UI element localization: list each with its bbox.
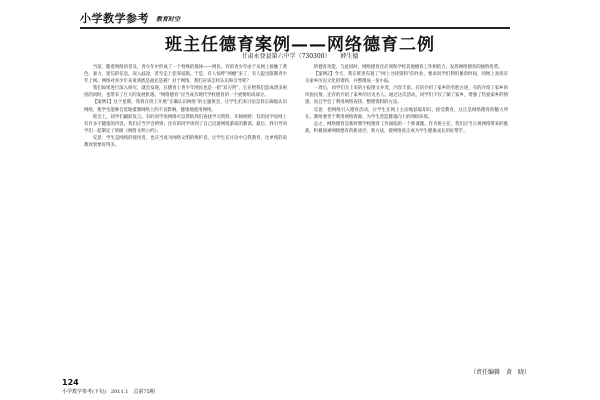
editor-note: （责任编辑 黄 晓） [470, 369, 531, 376]
paragraph: 一周后，同学们交上来的小报图文并茂，内容丰富。有的介绍了家乡的名胜古迹，有的介绍了家乡的风俗民情，还有的介绍了家乡的历史名人。通过这次活动，同学们不仅了解了家乡，增强了热爱家乡的情感，而且学会了利用网络查找、整理资料的方法。 [305, 86, 508, 106]
right-column [305, 64, 508, 366]
paragraph: 的德育功能，与此同时，网络德育还必须和学校其他德育工作相结合，发挥网络德育的独特优势。 [313, 65, 503, 70]
paragraph: 【案例2】今天，我在班里布置了“网上寻找资料”的作业，要求同学们利用课余时间，到网上查找有关家乡历史文化的资料，并整理成一份小报。 [305, 72, 508, 85]
left-column [84, 64, 287, 366]
journal-name: 小学教学参考 [80, 12, 149, 25]
paragraph: 班会上，同学们踊跃发言。有的同学说网络可以帮助我们查找学习资料，开阔视野；有的同学说网上有许多不健康的内容，我们应当学会辨别；还有的同学谈到了自己沉迷网络游戏的教训。最后，我引导同学们一起制定了班级《网络文明公约》。 [84, 114, 287, 134]
paragraph: 反思：学生是网络的使用者，也应当成为网络文明的维护者。让学生在讨论中自我教育，比单纯的说教效果要好得多。 [84, 135, 287, 149]
author-name: 薛生德 [340, 53, 359, 60]
paragraph: 反思：把网络引入德育活动，让学生在网上主动地获取知识、接受教育，这正是网络德育的魅力所在。教师要善于利用网络资源，为学生营造健康向上的网络环境。 [305, 107, 508, 120]
author-affiliation: 甘肃永登县第六中学（730300） [241, 53, 331, 60]
paragraph: 【案例1】这个星期，我将在班上开展“正确认识网络”的主题班会，让学生们来讨论怎样正确地认识网络，使学生能够自觉地抵制网络上的不良影响，健康地使用网络。 [84, 100, 287, 113]
page-number: 124 [62, 378, 79, 387]
paragraph: 我们如果进行深入研究，就会发现，在德育上青少年网民也是一把“双刃剑”，它在给我们造成诸多困扰的同时，也带来了巨大的发展机遇。“网络德育”应当成为现代学校德育的一个重要组成部分。 [84, 86, 287, 99]
header-rule [80, 27, 510, 29]
paragraph: 总之，网络德育是新时期学校德育工作面临的一个新课题。作为班主任，我们应当正视网络带来的挑战，积极探索网络德育的新途径、新方法，使网络真正成为学生健康成长的好帮手。 [305, 121, 508, 134]
footer-journal-info: 小学教学参考(下旬) 2011.1 总第75期 [62, 389, 155, 395]
article-title: 班主任德育案例——网络德育二例 [165, 35, 435, 55]
paragraph: 当前，随着网络的普及，青少年中形成了一个特殊的群体——网民。有的青少年由于从网上接触了黄色、暴力、迷信的信息，误入歧途，甚至走上犯罪道路。于是，有人惊呼“网瘾”来了，有人提出限制青少年上网。网络对青少年来说到底是福还是祸？对于网络，我们应该怎样认识和引导呢？ [84, 65, 287, 85]
section-name: 教育时空 [156, 16, 181, 23]
running-header [80, 10, 510, 28]
byline [0, 51, 600, 60]
